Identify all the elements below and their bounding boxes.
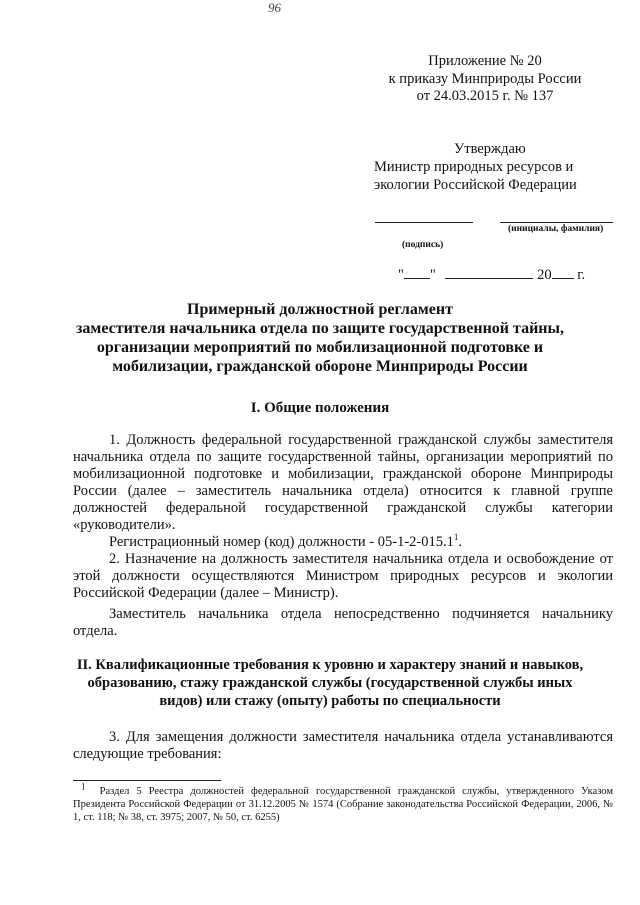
signature-caption: (подпись) xyxy=(402,240,444,250)
title-line-1: Примерный должностной регламент xyxy=(187,301,453,318)
date-quote-close: " xyxy=(429,267,436,283)
footnote-separator xyxy=(73,780,221,781)
year-blank xyxy=(552,266,574,279)
annex-line-2: к приказу Минприроды России xyxy=(388,70,582,87)
registration-end: . xyxy=(458,534,462,550)
section-2-heading-line-2: образованию, стажу гражданской службы (государственной службы иных xyxy=(87,675,573,691)
paragraph-3: 3. Для замещения должности заместителя начальника отдела устанавливаются следующие требования: xyxy=(73,729,613,762)
signature-line xyxy=(375,222,473,223)
document-title xyxy=(60,300,580,376)
paragraph-1: 1. Должность федеральной государственной гражданской службы заместителя начальника отдела по защите государственной тайны, организации мероприятий по мобилизационной подготовке и мобилизации, гражданской обороне Минприроды России (далее – заместитель начальника отдела) относится к главной группе должностей федеральной государственной гражданской службы категории «руководители». xyxy=(73,432,613,533)
registration-text: Регистрационный номер (код) должности - 05-1-2-015.1 xyxy=(109,534,454,550)
footnote xyxy=(73,781,613,824)
section-2-heading xyxy=(60,656,600,710)
paragraph-subordination: Заместитель начальника отдела непосредственно подчиняется начальнику отдела. xyxy=(73,606,613,639)
approval-line-2: экологии Российской Федерации xyxy=(374,177,577,193)
section-2-heading-line-1: II. Квалификационные требования к уровню и характеру знаний и навыков, xyxy=(76,657,584,673)
section-2-heading-line-3: видов) или стажу (опыту) работы по специальности xyxy=(159,693,501,709)
initials-line xyxy=(500,222,613,223)
year-suffix: г. xyxy=(577,267,586,283)
footnote-ref: 1 xyxy=(453,532,459,543)
footnote-marker: 1 xyxy=(81,781,86,792)
annex-line-3: от 24.03.2015 г. № 137 xyxy=(416,88,554,104)
section-1-heading: I. Общие положения xyxy=(250,400,390,416)
approval-line-1: Министр природных ресурсов и xyxy=(374,159,574,175)
registration-number xyxy=(73,534,613,551)
annex-line-1: Приложение № 20 xyxy=(428,53,542,69)
annex-block xyxy=(360,53,610,106)
approval-word: Утверждаю xyxy=(454,141,526,157)
section-2-body xyxy=(73,729,613,763)
page-number: 96 xyxy=(268,0,281,15)
date-row xyxy=(398,266,585,284)
title-line-3: организации мероприятий по мобилизационной подготовке и xyxy=(96,339,544,356)
year-prefix: 20 xyxy=(537,267,552,283)
approval-block xyxy=(374,140,577,194)
initials-caption: (инициалы, фамилия) xyxy=(508,224,604,234)
title-line-4: мобилизации, гражданской обороне Минприроды России xyxy=(112,358,528,375)
title-line-2: заместителя начальника отдела по защите государственной тайны, xyxy=(75,320,565,337)
paragraph-2: 2. Назначение на должность заместителя начальника отдела и освобождение от этой должности осуществляются Министром природных ресурсов и экологии Российской Федерации (далее – Министр). xyxy=(73,551,613,601)
month-blank xyxy=(445,266,533,279)
day-blank xyxy=(404,266,430,279)
footnote-text: Раздел 5 Реестра должностей федеральной государственной гражданской службы, утвержденного Указом Президента Российской Федерации от 31.12.2005 № 1574 (Собрание законодательства Российской Федерации, 2006, № 1, ст. 118; № 38, ст. 3975; 2007, № 50, ст. 6255) xyxy=(73,786,613,823)
date-quote-open: " xyxy=(398,267,404,283)
section-1-body xyxy=(73,432,613,640)
